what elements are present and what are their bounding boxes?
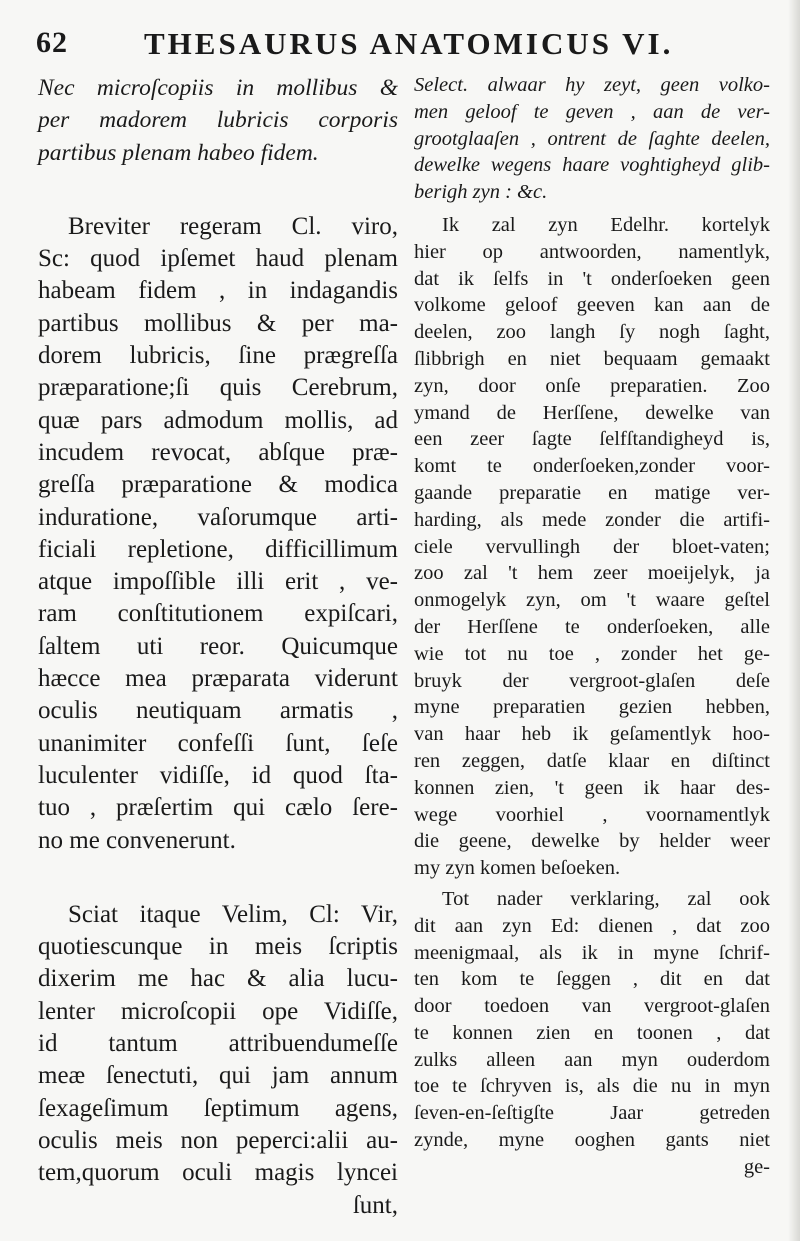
text-line: ſaltem uti reor. Quicumque [38, 632, 398, 660]
text-line: wege voorhiel , voornamentlyk [414, 803, 770, 826]
text-line: harding, als mede zonder die artifi- [414, 508, 770, 531]
text-line: oculis meis non peperci:alii au- [38, 1126, 398, 1154]
text-line: induratione, vaſorumque arti- [38, 503, 398, 531]
text-line: lenter microſcopii ope Vidiſſe, [38, 997, 398, 1025]
page-number: 62 [36, 26, 68, 59]
text-line: ſlibbrigh en niet bequaam gemaakt [414, 347, 770, 370]
text-line: ciele vervullingh der bloet-vaten; [414, 535, 770, 558]
text-line: dorem lubricis, ſine prægreſſa [38, 342, 398, 370]
text-line: bruyk der vergroot-glaſen deſe [414, 669, 770, 692]
text-line: hier op antwoorden, namentlyk, [414, 240, 770, 263]
text-line: dixerim me hac & alia lucu- [38, 965, 398, 993]
text-line: volkome geloof geeven kan aan de [414, 294, 770, 317]
text-line: habeam fidem , in indagandis [38, 277, 398, 305]
text-line: luculenter vidiſſe, id quod ſta- [38, 761, 398, 789]
dutch-column [414, 72, 770, 1181]
text-line: quotiescunque in meis ſcriptis [38, 933, 398, 961]
catchword: ge- [743, 1155, 770, 1178]
text-line: door toedoen van vergroot-glaſen [414, 995, 770, 1018]
latin-paragraph-1 [38, 211, 398, 857]
dutch-paragraph-2 [414, 886, 770, 1181]
text-line: my zyn komen beſoeken. [414, 857, 621, 880]
dutch-paragraph-1 [414, 212, 770, 882]
text-line: partibus plenam habeo fidem. [38, 139, 319, 166]
text-line: ten kom te ſeggen , dit en dat [414, 968, 770, 991]
text-line: deelen, zoo langh ſy nogh ſaght, [414, 321, 770, 344]
text-line: wie tot nu toe , zonder het ge- [414, 642, 770, 665]
text-line: per madorem lubricis corporis [38, 107, 398, 134]
text-line: ren zeggen, datſe klaar en diſtinct [414, 749, 770, 772]
text-line: zoo zal 't hem zeer moeijelyk, ja [414, 562, 770, 585]
text-line: dit aan zyn Ed: dienen , dat zoo [414, 914, 770, 937]
text-line: Ik zal zyn Edelhr. kortelyk [442, 213, 770, 236]
text-line: greſſa præparatione & modica [38, 471, 398, 499]
latin-heading [38, 72, 398, 169]
text-line: der Herſſene te onderſoeken, alle [414, 615, 770, 638]
text-line: meenigmaal, als ik in myne ſchrif- [414, 941, 770, 964]
latin-column [38, 72, 398, 1222]
text-line: van haar heb ik geſamentlyk hoo- [414, 723, 770, 746]
text-line: incudem revocat, abſque præ- [38, 438, 398, 466]
text-line: meæ ſenectuti, qui jam annum [38, 1062, 398, 1090]
text-line: die geene, dewelke by helder weer [414, 830, 770, 853]
page-edge-shadow [788, 0, 800, 1241]
text-line: berigh zyn : &c. [414, 181, 548, 204]
text-line: dewelke wegens haare voghtigheyd glib- [414, 154, 770, 177]
text-line: Sc: quod ipſemet haud plenam [38, 245, 398, 273]
text-line: Select. alwaar hy zeyt, geen volko- [414, 74, 770, 96]
text-line: ſunt, [352, 1191, 398, 1219]
text-line: Tot nader verklaring, zal ook [442, 887, 770, 910]
text-line: dat ik ſelfs in 't onderſoeken geen [414, 267, 770, 290]
text-line: Breviter regeram Cl. viro, [68, 212, 398, 240]
text-line: oculis neutiquam armatis , [38, 697, 398, 725]
text-line: tuo , præſertim qui cælo ſere- [38, 794, 398, 822]
text-line: Nec microſcopiis in mollibus & [38, 75, 398, 101]
text-line: te konnen zien en toonen , dat [414, 1021, 770, 1044]
text-line: konnen zien, 't geen ik haar des- [414, 776, 770, 799]
text-line: ram conſtitutionem expiſcari, [38, 600, 398, 628]
text-line: Sciat itaque Velim, Cl: Vir, [68, 900, 398, 928]
text-line: partibus mollibus & per ma- [38, 309, 398, 337]
text-line: zulks alleen aan myn ouderdom [414, 1048, 770, 1071]
text-line: quæ pars admodum mollis, ad [38, 406, 398, 434]
text-line: tem,quorum oculi magis lyncei [38, 1159, 398, 1187]
text-line: komt te onderſoeken,zonder voor- [414, 455, 770, 478]
text-line: præparatione;ſi quis Cerebrum, [38, 374, 398, 402]
text-line: ficiali repletione, difficillimum [38, 535, 398, 563]
text-line: id tantum attribuendumeſſe [38, 1030, 398, 1058]
text-line: zynde, myne ooghen gants niet [414, 1129, 770, 1152]
running-title: THESAURUS ANATOMICUS VI. [144, 26, 674, 61]
text-line: toe te ſchryven is, als die nu in myn [414, 1075, 770, 1098]
text-line: een zeer ſagte ſelfſtandigheyd is, [414, 428, 770, 451]
text-line: men geloof te geven , aan de ver- [414, 100, 770, 123]
page-header [28, 22, 778, 68]
text-line: ſeven-en-ſeſtigſte Jaar getreden [414, 1102, 770, 1125]
text-line: unanimiter confeſſi ſunt, ſeſe [38, 729, 398, 757]
text-line: ſexageſimum ſeptimum agens, [38, 1094, 398, 1122]
text-line: myne preparatien gezien hebben, [414, 696, 770, 719]
text-line: hæcce mea præparata viderunt [38, 665, 398, 693]
text-line: zyn, door onſe preparatien. Zoo [414, 374, 770, 397]
text-line: gaande preparatie en matige ver- [414, 481, 770, 504]
text-line: ymand de Herſſene, dewelke van [414, 401, 770, 424]
text-line: onmogelyk zyn, om 't waare geſtel [414, 589, 770, 612]
text-line: atque impoſſible illi erit , ve- [38, 568, 398, 596]
latin-paragraph-2 [38, 899, 398, 1222]
text-line: no me convenerunt. [38, 826, 236, 854]
text-line: grootglaaſen , ontrent de ſaghte deelen, [414, 127, 770, 150]
dutch-quote [414, 72, 770, 206]
